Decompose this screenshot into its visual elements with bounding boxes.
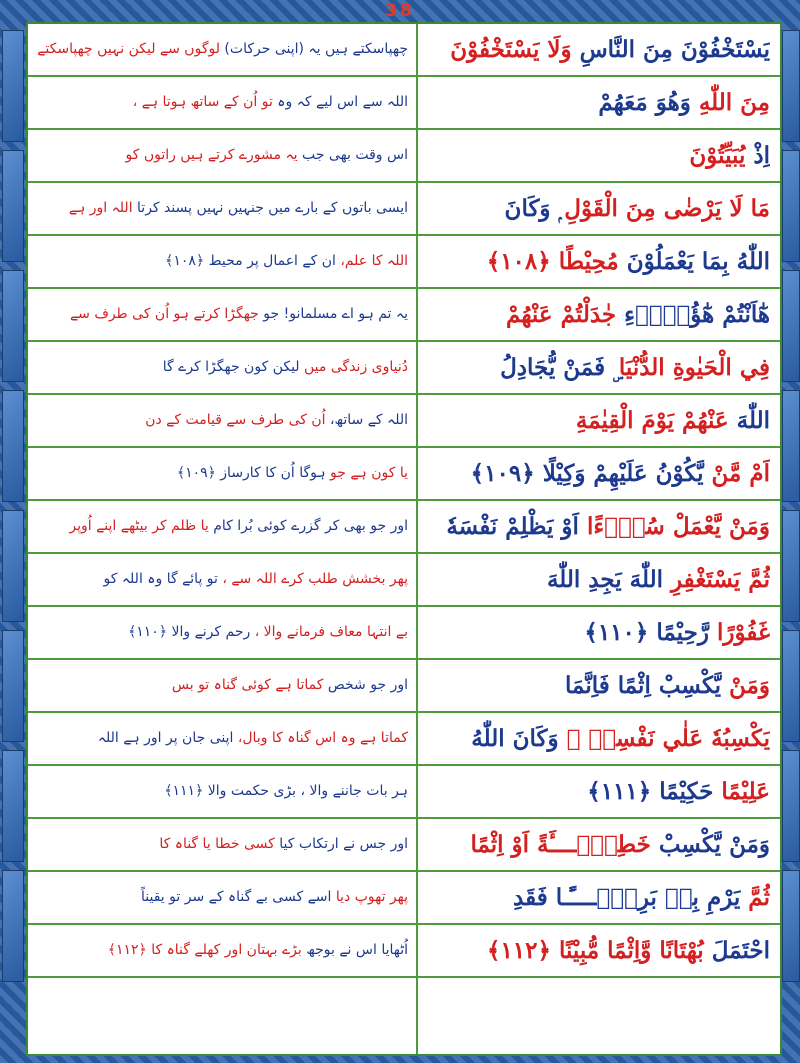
arabic-text: يَكْسِبُهٗ عَلٰي نَفْسِهٖ ۭ وَكَانَ اللّٰهُ: [471, 725, 770, 752]
verse-row: [28, 183, 780, 236]
urdu-translation: پھر بخشش طلب کرے اللہ سے ، تو پائے گا وہ اللہ کو: [103, 571, 408, 587]
border-tile: [2, 30, 24, 142]
verse-row: [28, 130, 780, 183]
arabic-text: وَمَنْ يَّكْسِبْ خَطِيْۗــــَٔةً اَوْ اِثْمًا: [470, 831, 770, 858]
verse-row: [28, 24, 780, 77]
arabic-text: ثُمَّ يَرْمِ بِهٖ بَرِيْۗــــًٔـا فَقَدِ: [513, 884, 770, 911]
arabic-text: عَلِيْمًا حَكِيْمًا ﴿١١١﴾: [587, 778, 770, 805]
arabic-text: اللّٰهُ بِمَا يَعْمَلُوْنَ مُحِيْطًا ﴿١٠٨﴾: [486, 248, 770, 275]
border-tile: [2, 270, 24, 382]
urdu-translation: یہ تم ہو اے مسلمانو! جو جھگڑا کرتے ہو اُن کی طرف سے: [69, 306, 408, 322]
verse-row: [28, 395, 780, 448]
verse-row: [28, 713, 780, 766]
verse-row: [28, 766, 780, 819]
border-tile: [782, 30, 800, 142]
urdu-translation: یا کون ہے جو ہوگا اُن کا کارساز ﴿١٠٩﴾: [176, 465, 408, 481]
urdu-translation: پھر تھوپ دیا اسے کسی بے گناہ کے سر تو یقیناً: [141, 889, 408, 905]
border-tile: [2, 510, 24, 622]
border-tile: [2, 390, 24, 502]
arabic-text: احْتَمَلَ بُهْتَانًا وَّاِثْمًا مُّبِيْنًا ﴿١١٢﴾: [486, 937, 770, 964]
arabic-text: فِي الْحَيٰوةِ الدُّنْيَا ۣ فَمَنْ يُّجَادِلُ: [500, 354, 770, 381]
urdu-translation: بے انتہا معاف فرمانے والا ، رحم کرنے والا ﴿١١٠﴾: [128, 624, 408, 640]
arabic-text: اِذْ يُبَيِّتُوْنَ: [689, 142, 770, 169]
urdu-translation: ایسی باتوں کے بارے میں جنہیں نہیں پسند کرتا اللہ اور ہے: [68, 200, 408, 216]
verse-row: [28, 872, 780, 925]
verse-row: [28, 501, 780, 554]
verse-row: [28, 342, 780, 395]
border-tile: [2, 150, 24, 262]
verse-row: [28, 819, 780, 872]
page-number: 38: [385, 1, 415, 21]
arabic-text: يَسْتَخْفُوْنَ مِنَ النَّاسِ وَلَا يَسْتَخْفُوْنَ: [450, 36, 770, 63]
urdu-translation: اور جو بھی کر گزرے کوئی بُرا کام یا ظلم کر بیٹھے اپنے اُوپر: [69, 518, 408, 534]
verse-row: [28, 607, 780, 660]
arabic-text: وَمَنْ يَّعْمَلْ سُوْۗءًا اَوْ يَظْلِمْ نَفْسَهٗ: [446, 513, 770, 540]
urdu-translation: چھپاسکتے ہیں یہ (اپنی حرکات) لوگوں سے لیکن نہیں چھپاسکتے: [37, 41, 408, 57]
arabic-text: مَا لَا يَرْضٰى مِنَ الْقَوْلِ ۭ وَكَانَ: [504, 195, 770, 222]
border-tile: [782, 270, 800, 382]
verse-row: [28, 236, 780, 289]
verse-row: [28, 77, 780, 130]
arabic-text: ھٰٓاَنْتُمْ ھٰٓؤُلَاۗءِ جٰدَلْتُمْ عَنْهُمْ: [506, 301, 770, 328]
border-tile: [782, 750, 800, 862]
urdu-translation: دُنیاوی زندگی میں لیکن کون جھگڑا کرے گا: [162, 359, 408, 375]
urdu-translation: اللہ کے ساتھ، اُن کی طرف سے قیامت کے دن: [145, 412, 408, 428]
verse-table: [26, 22, 782, 1056]
arabic-text: وَمَنْ يَّكْسِبْ اِثْمًا فَاِنَّمَا: [565, 672, 770, 699]
urdu-translation: اس وقت بھی جب یہ مشورے کرتے ہیں راتوں کو: [125, 147, 408, 163]
border-tile: [2, 630, 24, 742]
urdu-translation: کماتا ہے وہ اس گناہ کا وبال، اپنی جان پر اور ہے اللہ: [97, 730, 408, 746]
urdu-translation: اور جو شخص کماتا ہے کوئی گناہ تو بس: [171, 677, 408, 693]
verse-row: [28, 554, 780, 607]
verse-row: [28, 925, 780, 978]
border-tile: [2, 870, 24, 982]
urdu-translation: اور جس نے ارتکاب کیا کسی خطا یا گناہ کا: [159, 836, 408, 852]
border-tile: [782, 390, 800, 502]
arabic-text: ثُمَّ يَسْتَغْفِرِ اللّٰهَ يَجِدِ اللّٰهَ: [546, 566, 770, 593]
border-tile: [782, 150, 800, 262]
border-tile: [2, 750, 24, 862]
urdu-translation: ہر بات جاننے والا ، بڑی حکمت والا ﴿١١١﴾: [164, 783, 408, 799]
arabic-text: اَمْ مَّنْ يَّكُوْنُ عَلَيْهِمْ وَكِيْلًا ﴿١٠٩﴾: [470, 460, 770, 487]
arabic-text: غَفُوْرًا رَّحِيْمًا ﴿١١٠﴾: [584, 619, 770, 646]
verse-row: [28, 448, 780, 501]
urdu-translation: اللہ کا علم، ان کے اعمال پر محیط ﴿١٠٨﴾: [165, 253, 408, 269]
border-tile: [782, 870, 800, 982]
border-tile: [782, 510, 800, 622]
urdu-translation: اللہ سے اس لیے کہ وہ تو اُن کے ساتھ ہوتا ہے ،: [132, 94, 408, 110]
arabic-text: اللّٰهَ عَنْهُمْ يَوْمَ الْقِيٰمَةِ: [575, 407, 770, 434]
verse-row: [28, 660, 780, 713]
verse-row: [28, 289, 780, 342]
arabic-text: مِنَ اللّٰهِ وَهُوَ مَعَهُمْ: [598, 89, 770, 116]
urdu-translation: اُٹھایا اس نے بوجھ بڑے بہتان اور کھلے گناہ کا ﴿١١٢﴾: [107, 942, 408, 958]
border-tile: [782, 630, 800, 742]
